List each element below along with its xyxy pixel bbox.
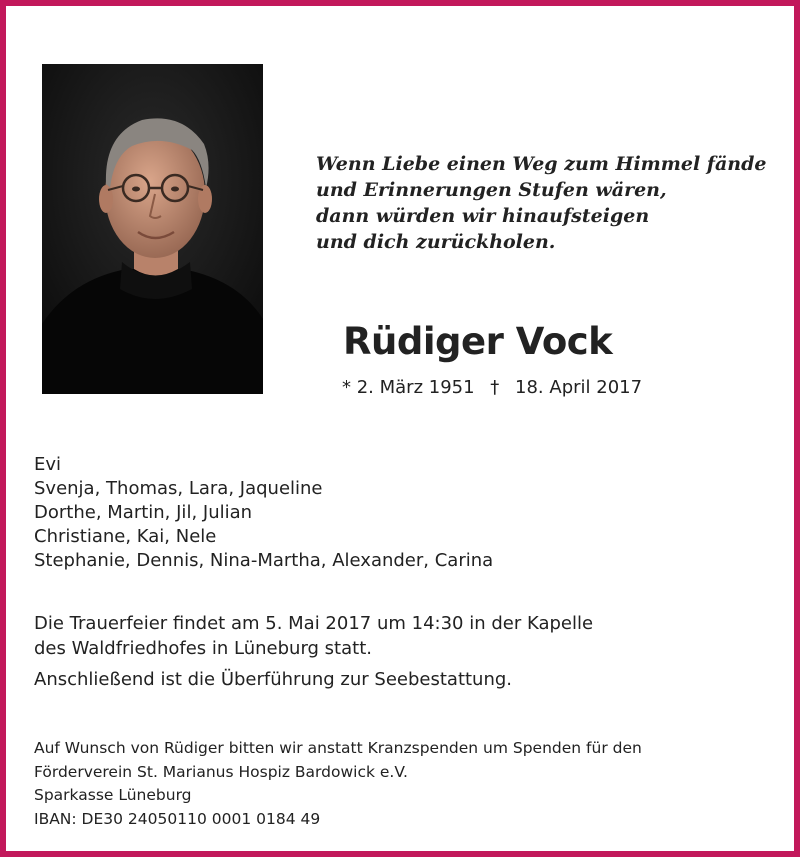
portrait-illustration bbox=[42, 64, 263, 394]
family-line: Christiane, Kai, Nele bbox=[34, 526, 217, 547]
donation-line: Förderverein St. Marianus Hospiz Bardowick e.V. bbox=[34, 762, 408, 781]
poem-line: dann würden wir hinaufsteigen bbox=[316, 205, 650, 227]
donation-line: Sparkasse Lüneburg bbox=[34, 786, 192, 804]
donation-line: IBAN: DE30 24050110 0001 0184 49 bbox=[34, 809, 321, 828]
family-line: Stephanie, Dennis, Nina-Martha, Alexander, Carina bbox=[34, 550, 494, 571]
portrait-photo bbox=[42, 64, 263, 394]
family-line: Evi bbox=[34, 454, 62, 475]
family-line: Svenja, Thomas, Lara, Jaqueline bbox=[34, 478, 323, 499]
death-date: 18. April 2017 bbox=[515, 377, 643, 398]
service-line: des Waldfriedhofes in Lüneburg statt. bbox=[34, 638, 372, 659]
birth-date: * 2. März 1951 bbox=[342, 377, 475, 398]
funeral-service-info bbox=[34, 611, 593, 692]
donation-line: Auf Wunsch von Rüdiger bitten wir anstatt Kranzspenden um Spenden für den bbox=[34, 739, 642, 757]
cross-icon: † bbox=[490, 377, 500, 398]
poem-line: Wenn Liebe einen Weg zum Himmel fände bbox=[316, 153, 767, 175]
poem-line: und Erinnerungen Stufen wären, bbox=[316, 179, 667, 201]
service-line: Die Trauerfeier findet am 5. Mai 2017 um 14:30 in der Kapelle bbox=[34, 613, 594, 634]
service-line: Anschließend ist die Überführung zur Seebestattung. bbox=[34, 669, 513, 690]
deceased-name: Rüdiger Vock bbox=[343, 320, 613, 363]
memorial-poem bbox=[316, 151, 766, 255]
family-mourners bbox=[34, 453, 493, 573]
poem-line: und dich zurückholen. bbox=[316, 231, 556, 253]
life-dates bbox=[342, 377, 642, 398]
donation-info bbox=[34, 737, 642, 831]
family-line: Dorthe, Martin, Jil, Julian bbox=[34, 502, 253, 523]
